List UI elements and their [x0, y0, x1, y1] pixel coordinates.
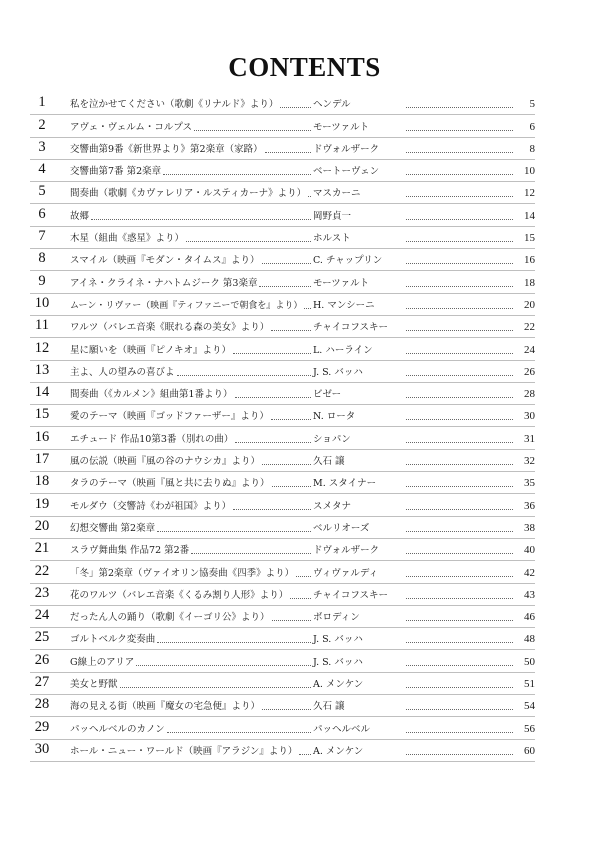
entry-number: 11 [35, 317, 49, 334]
dot-leader [272, 486, 311, 487]
toc-entry [30, 740, 535, 762]
entry-page-number: 14 [524, 209, 535, 222]
dot-leader [304, 308, 311, 309]
dot-leader [406, 263, 513, 264]
entry-number: 10 [34, 294, 50, 311]
entry-number: 24 [34, 607, 50, 624]
entry-page-number: 16 [524, 254, 535, 267]
dot-leader [259, 286, 311, 287]
dot-leader [91, 219, 311, 220]
toc-entry [30, 539, 535, 561]
entry-composer: L. ハーライン [313, 344, 373, 356]
toc-entry [30, 204, 535, 226]
toc-entry [30, 584, 535, 606]
dot-leader [406, 709, 513, 710]
entry-title: 美女と野獣 [70, 679, 118, 691]
entry-title: 間奏曲（《カルメン》組曲第1番より） [70, 389, 233, 401]
entry-number: 30 [34, 740, 50, 757]
entry-composer: ボロディン [313, 612, 360, 624]
entry-composer: M. スタイナー [313, 478, 377, 490]
entry-number: 17 [34, 451, 50, 468]
dot-leader [136, 665, 311, 666]
entry-page-number: 28 [524, 388, 535, 401]
dot-leader [406, 464, 513, 465]
toc-entry [30, 561, 535, 583]
toc-entry [30, 182, 535, 204]
entry-number: 25 [34, 629, 50, 646]
entry-composer: チャイコフスキー [313, 589, 388, 601]
entry-composer: ベルリオーズ [313, 522, 370, 534]
dot-leader [235, 397, 311, 398]
dot-leader [406, 196, 513, 197]
entry-composer: J. S. バッハ [313, 656, 363, 668]
entry-title: 幻想交響曲 第2楽章 [70, 522, 156, 534]
entry-composer: ドヴォルザーク [313, 143, 380, 155]
entry-title: 故郷 [70, 210, 90, 222]
toc-entry [30, 294, 535, 316]
entry-number: 7 [38, 228, 46, 245]
entry-composer: ベートーヴェン [313, 166, 380, 178]
dot-leader [262, 263, 311, 264]
dot-leader [406, 241, 513, 242]
entry-composer: 久石 譲 [313, 701, 345, 713]
toc-entry [30, 628, 535, 650]
dot-leader [233, 509, 311, 510]
entry-page-number: 31 [524, 432, 535, 445]
toc-entry [30, 650, 535, 672]
entry-title: パッヘルベルのカノン [70, 723, 165, 735]
dot-leader [262, 464, 311, 465]
toc-entry [30, 405, 535, 427]
entry-page-number: 60 [524, 744, 535, 757]
entry-title: 「冬」第2楽章（ヴァイオリン協奏曲《四季》より） [70, 567, 295, 579]
toc-entry [30, 606, 535, 628]
dot-leader [272, 620, 311, 621]
table-of-contents [30, 93, 535, 762]
entry-title: 星に願いを（映画『ピノキオ』より） [70, 344, 232, 356]
toc-entry [30, 472, 535, 494]
dot-leader [299, 754, 311, 755]
entry-composer: ホルスト [313, 233, 351, 245]
toc-entry [30, 115, 535, 137]
entry-title: 交響曲第7番 第2楽章 [70, 166, 162, 178]
dot-leader [271, 330, 311, 331]
entry-composer: 岡野貞一 [313, 210, 352, 222]
entry-page-number: 18 [524, 276, 535, 289]
entry-number: 29 [34, 718, 50, 735]
dot-leader [406, 375, 513, 376]
dot-leader [271, 419, 311, 420]
dot-leader [406, 330, 513, 331]
toc-entry [30, 494, 535, 516]
entry-composer: ショパン [313, 433, 351, 445]
toc-entry [30, 450, 535, 472]
entry-page-number: 38 [524, 521, 535, 534]
entry-composer: 久石 譲 [313, 456, 345, 468]
entry-title: 花のワルツ（バレエ音楽《くるみ割り人形》より） [70, 589, 289, 601]
dot-leader [262, 709, 311, 710]
entry-composer: マスカーニ [313, 188, 361, 200]
dot-leader [406, 687, 513, 688]
entry-number: 22 [34, 562, 50, 579]
entry-number: 1 [38, 94, 46, 111]
entry-number: 12 [34, 339, 50, 356]
toc-entry [30, 93, 535, 115]
entry-composer: ヴィヴァルディ [313, 567, 379, 579]
entry-number: 28 [34, 696, 50, 713]
page-title: CONTENTS [228, 52, 381, 82]
entry-page-number: 10 [524, 165, 535, 178]
entry-page-number: 51 [524, 678, 535, 691]
entry-page-number: 5 [529, 98, 535, 111]
entry-composer: C. チャップリン [313, 255, 383, 267]
dot-leader [406, 419, 513, 420]
toc-entry [30, 717, 535, 739]
entry-number: 2 [38, 116, 46, 133]
dot-leader [233, 353, 311, 354]
entry-composer: パッヘルベル [313, 723, 371, 735]
entry-page-number: 36 [524, 499, 535, 512]
dot-leader [280, 107, 311, 108]
entry-page-number: 22 [524, 321, 535, 334]
entry-page-number: 48 [524, 633, 535, 646]
entry-title: 主よ、人の望みの喜びよ [70, 366, 175, 378]
dot-leader [406, 308, 513, 309]
entry-composer: モーツァルト [313, 277, 370, 289]
dot-leader [265, 152, 311, 153]
dot-leader [406, 353, 513, 354]
toc-entry [30, 227, 535, 249]
dot-leader [290, 598, 311, 599]
entry-number: 20 [34, 517, 50, 534]
entry-title: スマイル（映画『モダン・タイムス』より） [70, 255, 260, 267]
entry-number: 14 [34, 384, 50, 401]
entry-title: タラのテーマ（映画『風と共に去りぬ』より） [70, 478, 270, 490]
entry-number: 3 [38, 138, 46, 155]
entry-title: 海の見える街（映画『魔女の宅急便』より） [70, 701, 261, 713]
entry-number: 26 [34, 651, 50, 668]
entry-title: 木星（組曲《惑星》より） [70, 233, 185, 245]
entry-page-number: 32 [524, 455, 535, 468]
entry-title: 私を泣かせてください（歌劇《リナルド》より） [70, 99, 279, 111]
dot-leader [406, 598, 513, 599]
entry-number: 15 [34, 406, 50, 423]
dot-leader [406, 486, 513, 487]
entry-title: ホール・ニュー・ワールド（映画『アラジン』より） [70, 745, 298, 757]
dot-leader [406, 130, 513, 131]
toc-entry [30, 427, 535, 449]
entry-composer: H. マンシーニ [313, 299, 375, 311]
entry-page-number: 40 [524, 544, 535, 557]
entry-composer: J. S. バッハ [313, 634, 363, 646]
entry-page-number: 20 [524, 298, 535, 311]
dot-leader [157, 531, 311, 532]
dot-leader [406, 531, 513, 532]
entry-page-number: 30 [524, 410, 535, 423]
entry-title: だったん人の踊り（歌劇《イーゴリ公》より） [70, 612, 270, 624]
entry-title: 交響曲第9番《新世界より》第2楽章（家路） [70, 143, 263, 155]
entry-title: アヴェ・ヴェルム・コルプス [70, 121, 192, 133]
entry-title: ムーン・リヴァー（映画『ティファニーで朝食を』より） [70, 300, 303, 311]
entry-composer: チャイコフスキー [313, 322, 388, 334]
entry-page-number: 54 [524, 700, 535, 713]
dot-leader [167, 732, 311, 733]
entry-title: ワルツ（バレエ音楽《眠れる森の美女》より） [70, 322, 270, 334]
entry-page-number: 56 [524, 722, 535, 735]
entry-number: 8 [38, 250, 46, 267]
entry-title: 間奏曲（歌劇《カヴァレリア・ルスティカーナ》より） [70, 188, 307, 200]
entry-page-number: 12 [524, 187, 535, 200]
dot-leader [406, 174, 513, 175]
toc-entry [30, 249, 535, 271]
entry-page-number: 42 [524, 566, 535, 579]
dot-leader [406, 219, 513, 220]
toc-entry [30, 316, 535, 338]
entry-page-number: 6 [529, 120, 535, 133]
toc-entry [30, 361, 535, 383]
dot-leader [406, 107, 513, 108]
dot-leader [406, 509, 513, 510]
dot-leader [406, 665, 513, 666]
dot-leader [235, 442, 311, 443]
entry-title: ゴルトベルク変奏曲 [70, 634, 156, 646]
entry-page-number: 50 [524, 655, 535, 668]
entry-page-number: 26 [524, 365, 535, 378]
entry-number: 5 [38, 183, 46, 200]
dot-leader [406, 642, 513, 643]
entry-number: 18 [34, 473, 50, 490]
dot-leader [406, 732, 513, 733]
toc-entry [30, 271, 535, 293]
dot-leader [177, 375, 311, 376]
entry-page-number: 46 [524, 611, 535, 624]
toc-entry [30, 673, 535, 695]
dot-leader [406, 553, 513, 554]
entry-title: アイネ・クライネ・ナハトムジーク 第3楽章 [70, 277, 258, 289]
dot-leader [406, 397, 513, 398]
entry-composer: A. メンケン [313, 745, 364, 757]
entry-composer: ビゼー [313, 389, 342, 401]
toc-entry [30, 695, 535, 717]
entry-composer: ドヴォルザーク [313, 545, 380, 557]
dot-leader [120, 687, 311, 688]
entry-number: 19 [34, 495, 50, 512]
entry-number: 23 [34, 584, 50, 601]
entry-composer: ヘンデル [313, 99, 351, 111]
dot-leader [163, 174, 311, 175]
entry-page-number: 8 [529, 142, 535, 155]
toc-entry [30, 160, 535, 182]
entry-page-number: 43 [524, 588, 535, 601]
dot-leader [296, 576, 311, 577]
entry-number: 6 [38, 205, 46, 222]
dot-leader [157, 642, 311, 643]
entry-page-number: 15 [524, 232, 535, 245]
toc-entry [30, 138, 535, 160]
entry-title: 風の伝説（映画『風の谷のナウシカ』より） [70, 456, 261, 468]
entry-number: 16 [34, 428, 50, 445]
entry-composer: モーツァルト [313, 121, 370, 133]
dot-leader [406, 620, 513, 621]
entry-composer: N. ロータ [313, 411, 356, 423]
entry-composer: J. S. バッハ [313, 366, 363, 378]
toc-entry [30, 338, 535, 360]
dot-leader [186, 241, 311, 242]
entry-page-number: 35 [524, 477, 535, 490]
dot-leader [406, 152, 513, 153]
entry-title: スラヴ舞曲集 作品72 第2番 [70, 545, 190, 557]
entry-number: 21 [34, 540, 50, 557]
entry-number: 27 [34, 674, 50, 691]
entry-title: モルダウ（交響詩《わが祖国》より） [70, 500, 232, 512]
toc-entry [30, 383, 535, 405]
entry-page-number: 24 [524, 343, 535, 356]
entry-title: エチュード 作品10第3番（別れの曲） [70, 433, 234, 445]
entry-title: 愛のテーマ（映画『ゴッドファーザー』より） [70, 411, 269, 423]
toc-entry [30, 517, 535, 539]
dot-leader [406, 576, 513, 577]
dot-leader [308, 196, 311, 197]
entry-number: 4 [38, 161, 46, 178]
entry-number: 13 [34, 361, 50, 378]
dot-leader [406, 286, 513, 287]
entry-number: 9 [38, 272, 46, 289]
dot-leader [406, 754, 513, 755]
dot-leader [191, 553, 311, 554]
entry-composer: A. メンケン [313, 679, 364, 691]
dot-leader [194, 130, 311, 131]
entry-composer: スメタナ [313, 500, 352, 512]
dot-leader [406, 442, 513, 443]
entry-title: G線上のアリア [70, 656, 135, 668]
